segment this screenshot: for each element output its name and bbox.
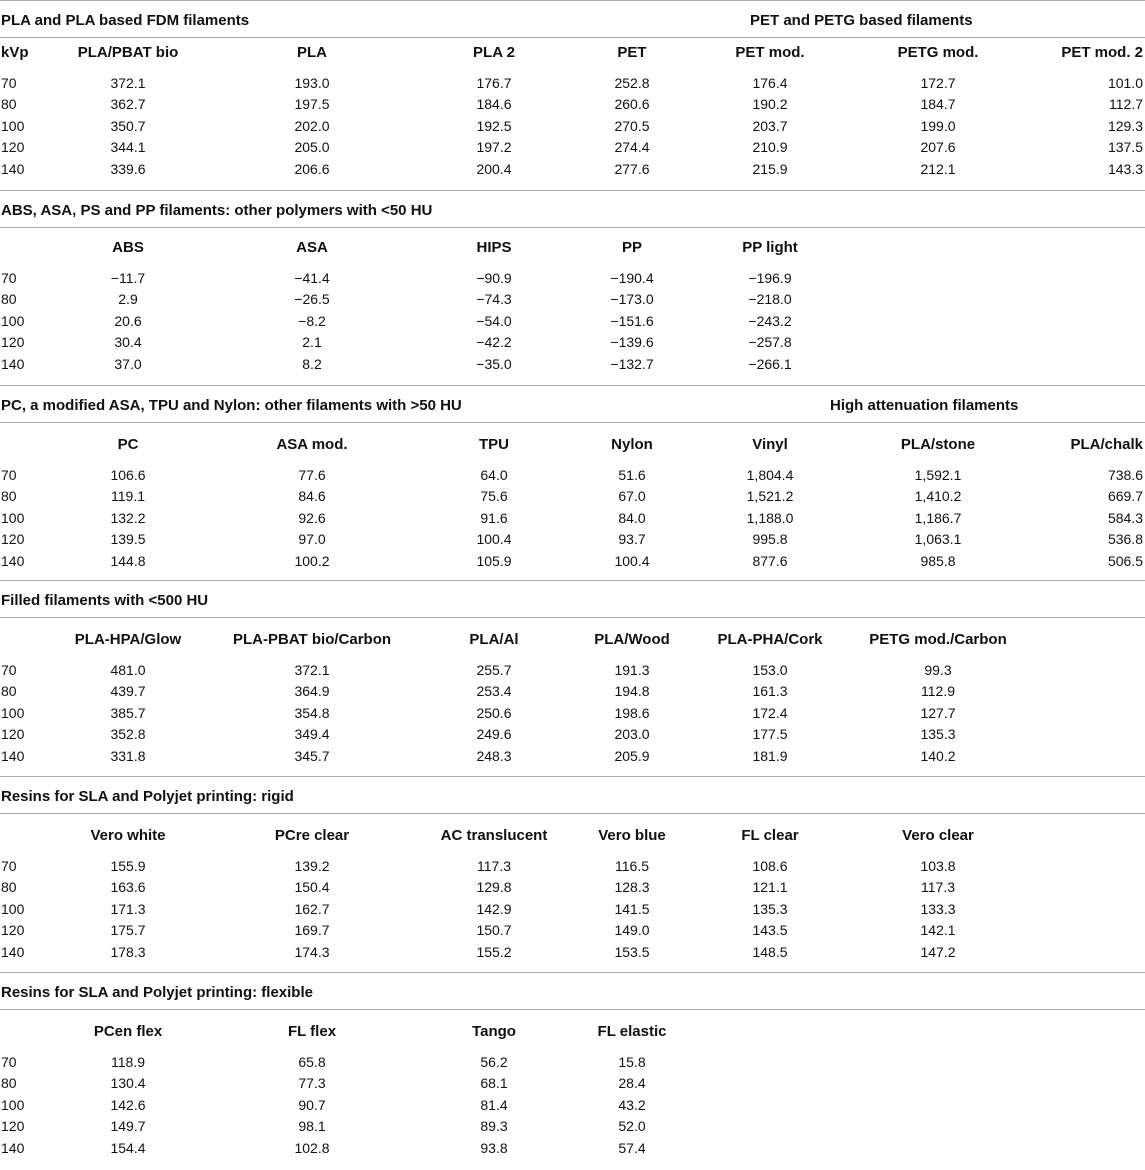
- value-cell: −41.4: [294, 270, 330, 286]
- kvp-cell: 70: [1, 858, 17, 874]
- value-cell: 89.3: [480, 1118, 508, 1135]
- kvp-cell: 80: [1, 488, 17, 505]
- kvp-cell: 80: [1, 879, 17, 896]
- value-cell: 191.3: [614, 662, 650, 678]
- kvp-cell: 100: [1, 900, 25, 917]
- value-cell: 129.8: [476, 879, 512, 896]
- value-cell: 105.9: [476, 552, 512, 569]
- column-header: PLA: [297, 44, 327, 61]
- value-cell: 1,804.4: [746, 467, 794, 483]
- section-title: PLA and PLA based FDM filaments: [1, 12, 250, 29]
- value-cell: 64.0: [480, 467, 508, 483]
- value-cell: 56.2: [480, 1054, 508, 1070]
- kvp-cell: 70: [1, 270, 17, 286]
- column-header: PLA/stone: [900, 436, 976, 453]
- section-header-rule: [0, 1009, 1145, 1010]
- value-cell: 100.2: [294, 552, 330, 569]
- column-header: PLA-PHA/Cork: [717, 631, 823, 648]
- value-cell: 172.7: [920, 75, 956, 91]
- value-cell: 184.6: [476, 96, 512, 113]
- value-cell: 193.0: [294, 75, 330, 91]
- value-cell: −74.3: [476, 291, 512, 308]
- value-cell: −42.2: [476, 334, 512, 351]
- value-cell: 481.0: [110, 662, 146, 678]
- column-header: HIPS: [476, 239, 512, 256]
- value-cell: −26.5: [294, 291, 330, 308]
- value-cell: −151.6: [610, 312, 654, 329]
- value-cell: 364.9: [294, 683, 330, 700]
- section-header-rule: [0, 617, 1145, 618]
- value-cell: 178.3: [110, 943, 146, 960]
- section-top-rule: [0, 190, 1145, 191]
- value-cell: 2.1: [302, 334, 322, 351]
- value-cell: 175.7: [110, 922, 146, 939]
- value-cell: 128.3: [614, 879, 650, 896]
- kvp-cell: 140: [1, 1139, 25, 1156]
- kvp-cell: 140: [1, 355, 25, 372]
- value-cell: 163.6: [110, 879, 146, 896]
- value-cell: −257.8: [748, 334, 792, 351]
- kvp-cell: 100: [1, 704, 25, 721]
- value-cell: −196.9: [748, 270, 792, 286]
- kvp-cell: 100: [1, 1096, 25, 1113]
- value-cell: 135.3: [752, 900, 788, 917]
- section-top-rule: [0, 385, 1145, 386]
- kvp-cell: 140: [1, 747, 25, 764]
- value-cell: 140.2: [920, 747, 956, 764]
- value-cell: −132.7: [610, 355, 654, 372]
- value-cell: 90.7: [298, 1096, 326, 1113]
- value-cell: 584.3: [1107, 509, 1143, 526]
- section-title: PC, a modified ASA, TPU and Nylon: other filaments with >50 HU: [1, 397, 462, 414]
- value-cell: 144.8: [110, 552, 146, 569]
- kvp-cell: 70: [1, 1054, 17, 1070]
- value-cell: 142.9: [476, 900, 512, 917]
- value-cell: 349.4: [294, 726, 330, 743]
- value-cell: 362.7: [110, 96, 146, 113]
- value-cell: 142.6: [110, 1096, 146, 1113]
- column-header: TPU: [479, 436, 509, 453]
- value-cell: −90.9: [476, 270, 512, 286]
- value-cell: 181.9: [752, 747, 788, 764]
- value-cell: 92.6: [298, 509, 326, 526]
- value-cell: 198.6: [614, 704, 650, 721]
- value-cell: 147.2: [920, 943, 956, 960]
- column-header: ABS: [112, 239, 144, 256]
- value-cell: 84.0: [618, 509, 646, 526]
- section-top-rule: [0, 972, 1145, 973]
- value-cell: 154.4: [110, 1139, 146, 1156]
- value-cell: 8.2: [302, 355, 322, 372]
- column-header: PP: [621, 239, 643, 256]
- value-cell: 1,186.7: [914, 509, 962, 526]
- value-cell: 174.3: [294, 943, 330, 960]
- value-cell: 260.6: [614, 96, 650, 113]
- value-cell: 197.2: [476, 139, 512, 156]
- value-cell: 81.4: [480, 1096, 508, 1113]
- value-cell: 194.8: [614, 683, 650, 700]
- value-cell: 100.4: [476, 531, 512, 548]
- value-cell: 103.8: [920, 858, 956, 874]
- value-cell: 190.2: [752, 96, 788, 113]
- value-cell: 117.3: [477, 858, 511, 874]
- kvp-cell: 120: [1, 139, 25, 156]
- value-cell: 75.6: [480, 488, 508, 505]
- value-cell: 352.8: [110, 726, 146, 743]
- value-cell: 77.3: [298, 1075, 326, 1092]
- value-cell: 372.1: [294, 662, 330, 678]
- column-header: Vero clear: [902, 827, 974, 844]
- value-cell: −54.0: [476, 312, 512, 329]
- value-cell: 57.4: [618, 1139, 646, 1156]
- value-cell: 197.5: [294, 96, 330, 113]
- value-cell: 203.0: [614, 726, 650, 743]
- section-top-rule: [0, 580, 1145, 581]
- value-cell: 270.5: [614, 117, 650, 134]
- value-cell: 132.2: [110, 509, 146, 526]
- value-cell: 51.6: [618, 467, 646, 483]
- value-cell: 148.5: [752, 943, 788, 960]
- value-cell: 142.1: [920, 922, 956, 939]
- value-cell: 506.5: [1107, 552, 1143, 569]
- value-cell: 199.0: [920, 117, 956, 134]
- value-cell: −266.1: [748, 355, 792, 372]
- column-header: PLA-HPA/Glow: [74, 631, 182, 648]
- value-cell: 149.0: [614, 922, 650, 939]
- kvp-cell: 80: [1, 96, 17, 113]
- section-header-rule: [0, 227, 1145, 228]
- value-cell: 118.9: [111, 1054, 145, 1070]
- value-cell: 536.8: [1107, 531, 1143, 548]
- kvp-cell: 140: [1, 943, 25, 960]
- value-cell: 67.0: [618, 488, 646, 505]
- value-cell: 215.9: [752, 160, 788, 177]
- value-cell: 28.4: [618, 1075, 646, 1092]
- kvp-cell: 100: [1, 117, 25, 134]
- value-cell: −8.2: [298, 312, 326, 329]
- value-cell: 112.7: [1109, 96, 1143, 113]
- section-title: Resins for SLA and Polyjet printing: rigid: [1, 788, 294, 805]
- value-cell: 252.8: [614, 75, 650, 91]
- value-cell: 133.3: [920, 900, 956, 917]
- value-cell: −139.6: [610, 334, 654, 351]
- value-cell: 439.7: [110, 683, 146, 700]
- value-cell: 212.1: [920, 160, 956, 177]
- column-header: PETG mod./Carbon: [869, 631, 1007, 648]
- value-cell: 127.7: [920, 704, 956, 721]
- column-header: Vero blue: [598, 827, 666, 844]
- column-header: PLA/Al: [469, 631, 519, 648]
- value-cell: −11.7: [110, 270, 146, 286]
- value-cell: 249.6: [476, 726, 512, 743]
- value-cell: −218.0: [748, 291, 792, 308]
- column-header: PLA 2: [473, 44, 515, 61]
- value-cell: 669.7: [1107, 488, 1143, 505]
- value-cell: 143.3: [1107, 160, 1143, 177]
- section-top-rule: [0, 776, 1145, 777]
- column-header: AC translucent: [440, 827, 548, 844]
- value-cell: 1,188.0: [746, 509, 794, 526]
- value-cell: 184.7: [920, 96, 956, 113]
- column-header: Vero white: [90, 827, 166, 844]
- value-cell: 106.6: [110, 467, 146, 483]
- value-cell: 149.7: [110, 1118, 146, 1135]
- value-cell: 203.7: [752, 117, 788, 134]
- value-cell: 93.8: [480, 1139, 508, 1156]
- value-cell: 150.7: [476, 922, 512, 939]
- kvp-cell: 120: [1, 334, 25, 351]
- value-cell: −173.0: [610, 291, 654, 308]
- section-header-rule: [0, 422, 1145, 423]
- value-cell: 121.1: [752, 879, 788, 896]
- value-cell: 91.6: [480, 509, 508, 526]
- value-cell: 1,063.1: [914, 531, 962, 548]
- value-cell: 210.9: [752, 139, 788, 156]
- value-cell: 350.7: [110, 117, 146, 134]
- value-cell: 207.6: [920, 139, 956, 156]
- section-top-rule: [0, 0, 1145, 1]
- value-cell: 52.0: [618, 1118, 646, 1135]
- value-cell: 274.4: [614, 139, 650, 156]
- kvp-cell: 80: [1, 1075, 17, 1092]
- kvp-cell: 80: [1, 683, 17, 700]
- column-header: PLA/Wood: [594, 631, 670, 648]
- value-cell: 135.3: [920, 726, 956, 743]
- column-header: Tango: [472, 1023, 516, 1040]
- column-header: PLA/chalk: [1070, 436, 1143, 453]
- column-header: FL elastic: [597, 1023, 667, 1040]
- section-title: Resins for SLA and Polyjet printing: flexible: [1, 984, 313, 1001]
- value-cell: 119.1: [111, 488, 145, 505]
- section-header-rule: [0, 37, 1145, 38]
- value-cell: 68.1: [480, 1075, 508, 1092]
- value-cell: 176.4: [752, 75, 788, 91]
- kvp-cell: 120: [1, 531, 25, 548]
- column-header: ASA mod.: [276, 436, 348, 453]
- kvp-cell: 140: [1, 160, 25, 177]
- column-header: FL flex: [287, 1023, 337, 1040]
- value-cell: 155.9: [110, 858, 146, 874]
- value-cell: 30.4: [114, 334, 142, 351]
- column-header: PET: [617, 44, 647, 61]
- value-cell: 139.5: [110, 531, 146, 548]
- value-cell: 372.1: [110, 75, 146, 91]
- value-cell: 385.7: [110, 704, 146, 721]
- value-cell: 176.7: [476, 75, 512, 91]
- value-cell: 43.2: [618, 1096, 646, 1113]
- column-header: PP light: [742, 239, 798, 256]
- column-header: PETG mod.: [897, 44, 979, 61]
- kvp-cell: 100: [1, 509, 25, 526]
- value-cell: 877.6: [752, 552, 788, 569]
- value-cell: 344.1: [110, 139, 146, 156]
- value-cell: 100.4: [614, 552, 650, 569]
- value-cell: 101.0: [1107, 75, 1143, 91]
- value-cell: −190.4: [610, 270, 654, 286]
- value-cell: −243.2: [748, 312, 792, 329]
- column-header: PLA/PBAT bio: [77, 44, 179, 61]
- column-header: FL clear: [741, 827, 799, 844]
- value-cell: 1,410.2: [914, 488, 962, 505]
- value-cell: 93.7: [618, 531, 646, 548]
- section-title: ABS, ASA, PS and PP filaments: other polymers with <50 HU: [1, 202, 433, 219]
- value-cell: 206.6: [294, 160, 330, 177]
- value-cell: 77.6: [298, 467, 326, 483]
- value-cell: 116.5: [615, 858, 649, 874]
- value-cell: 108.6: [752, 858, 788, 874]
- value-cell: 129.3: [1107, 117, 1143, 134]
- column-header: Nylon: [611, 436, 653, 453]
- value-cell: 169.7: [294, 922, 330, 939]
- column-header: PCre clear: [274, 827, 350, 844]
- value-cell: 255.7: [476, 662, 512, 678]
- value-cell: 97.0: [298, 531, 326, 548]
- value-cell: 153.5: [614, 943, 650, 960]
- section-title: Filled filaments with <500 HU: [1, 592, 209, 609]
- kvp-cell: 70: [1, 75, 17, 91]
- value-cell: 102.8: [294, 1139, 330, 1156]
- value-cell: 137.5: [1107, 139, 1143, 156]
- value-cell: 98.1: [298, 1118, 326, 1135]
- column-header: PLA-PBAT bio/Carbon: [232, 631, 392, 648]
- value-cell: 65.8: [298, 1054, 326, 1070]
- value-cell: 248.3: [476, 747, 512, 764]
- value-cell: 177.5: [752, 726, 788, 743]
- value-cell: 162.7: [294, 900, 330, 917]
- section-header-rule: [0, 813, 1145, 814]
- value-cell: 143.5: [752, 922, 788, 939]
- value-cell: 354.8: [294, 704, 330, 721]
- value-cell: 150.4: [294, 879, 330, 896]
- value-cell: 139.2: [294, 858, 330, 874]
- value-cell: 20.6: [114, 312, 142, 329]
- value-cell: 192.5: [476, 117, 512, 134]
- kvp-cell: 120: [1, 726, 25, 743]
- value-cell: 331.8: [110, 747, 146, 764]
- value-cell: 200.4: [476, 160, 512, 177]
- value-cell: 250.6: [476, 704, 512, 721]
- value-cell: 84.6: [298, 488, 326, 505]
- value-cell: 172.4: [752, 704, 788, 721]
- kvp-cell: 80: [1, 291, 17, 308]
- kvp-cell: 70: [1, 662, 17, 678]
- column-header: PC: [117, 436, 139, 453]
- value-cell: 253.4: [476, 683, 512, 700]
- value-cell: 1,521.2: [746, 488, 794, 505]
- value-cell: 161.3: [752, 683, 788, 700]
- value-cell: 153.0: [752, 662, 788, 678]
- value-cell: 205.0: [294, 139, 330, 156]
- column-header: kVp: [1, 44, 29, 61]
- value-cell: 345.7: [294, 747, 330, 764]
- value-cell: 2.9: [118, 291, 138, 308]
- kvp-cell: 120: [1, 922, 25, 939]
- value-cell: 738.6: [1107, 467, 1143, 483]
- value-cell: 99.3: [924, 662, 952, 678]
- kvp-cell: 100: [1, 312, 25, 329]
- value-cell: 995.8: [752, 531, 788, 548]
- value-cell: 1,592.1: [914, 467, 962, 483]
- value-cell: 37.0: [114, 355, 142, 372]
- value-cell: 985.8: [920, 552, 956, 569]
- value-cell: 117.3: [921, 879, 955, 896]
- value-cell: −35.0: [476, 355, 512, 372]
- column-header: PET mod.: [735, 44, 805, 61]
- column-header: ASA: [296, 239, 328, 256]
- value-cell: 155.2: [476, 943, 512, 960]
- kvp-cell: 120: [1, 1118, 25, 1135]
- value-cell: 141.5: [614, 900, 650, 917]
- value-cell: 205.9: [614, 747, 650, 764]
- section-title: PET and PETG based filaments: [750, 12, 973, 29]
- value-cell: 130.4: [110, 1075, 146, 1092]
- value-cell: 277.6: [614, 160, 650, 177]
- value-cell: 339.6: [110, 160, 146, 177]
- column-header: Vinyl: [752, 436, 788, 453]
- kvp-cell: 140: [1, 552, 25, 569]
- value-cell: 202.0: [294, 117, 330, 134]
- column-header: PET mod. 2: [1061, 44, 1143, 61]
- value-cell: 15.8: [618, 1054, 646, 1070]
- value-cell: 171.3: [110, 900, 146, 917]
- column-header: PCen flex: [93, 1023, 163, 1040]
- section-title: High attenuation filaments: [830, 397, 1019, 414]
- kvp-cell: 70: [1, 467, 17, 483]
- value-cell: 112.9: [921, 683, 955, 700]
